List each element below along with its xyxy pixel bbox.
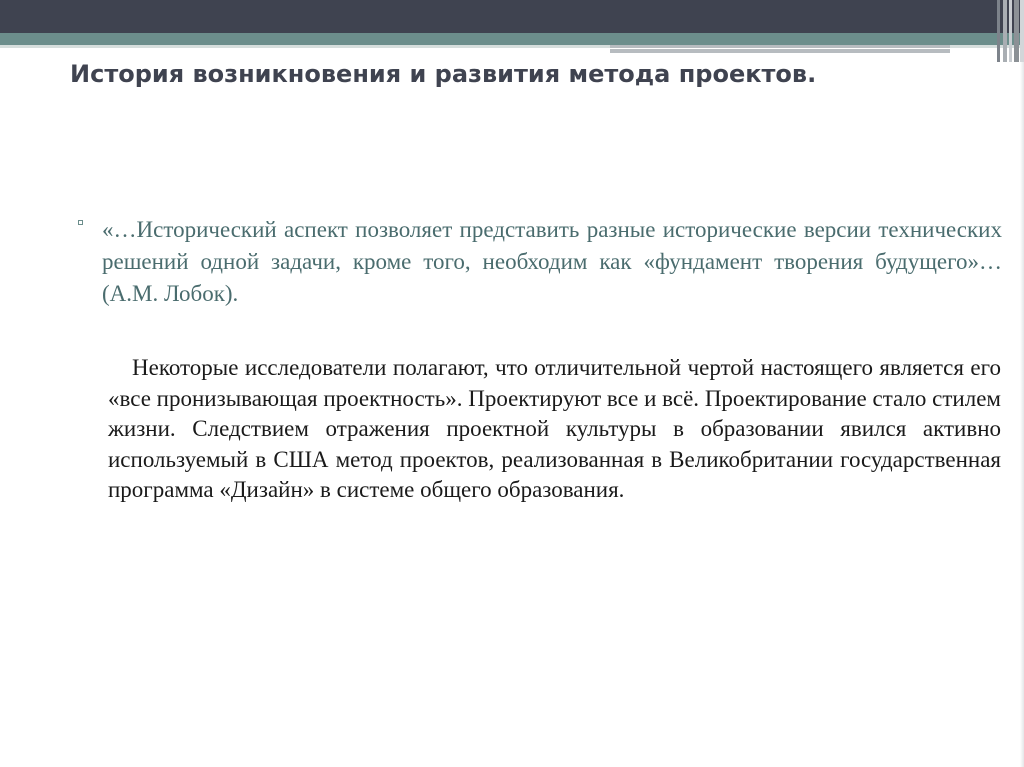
square-bullet-icon bbox=[78, 220, 83, 225]
top-band-gray-strip bbox=[610, 45, 950, 53]
slide-title: История возникновения и развития метода проектов. bbox=[70, 60, 817, 88]
top-band-divider bbox=[0, 48, 1024, 49]
top-band-teal bbox=[0, 33, 1024, 45]
body-paragraph: Некоторые исследователи полагают, что отличительной чертой настоящего является его «все пронизывающая проектность». Проектируют все и всё. Проектирование стало стилем жизни. Следствием отражения проектной культуры в образовании явился активно используемый в США метод проектов, реализованная в Великобритании государственная программа «Дизайн» в системе общего образования. bbox=[108, 355, 1001, 502]
corner-stripes-decoration bbox=[994, 0, 1024, 62]
right-edge-shadow bbox=[1020, 62, 1024, 767]
quote-text: «…Исторический аспект позволяет представить разные исторические версии технических решений одной задачи, кроме того, необходим как «фундамент творения будущего»… (А.М. Лобок). bbox=[102, 217, 1002, 306]
top-band-dark bbox=[0, 0, 1024, 33]
